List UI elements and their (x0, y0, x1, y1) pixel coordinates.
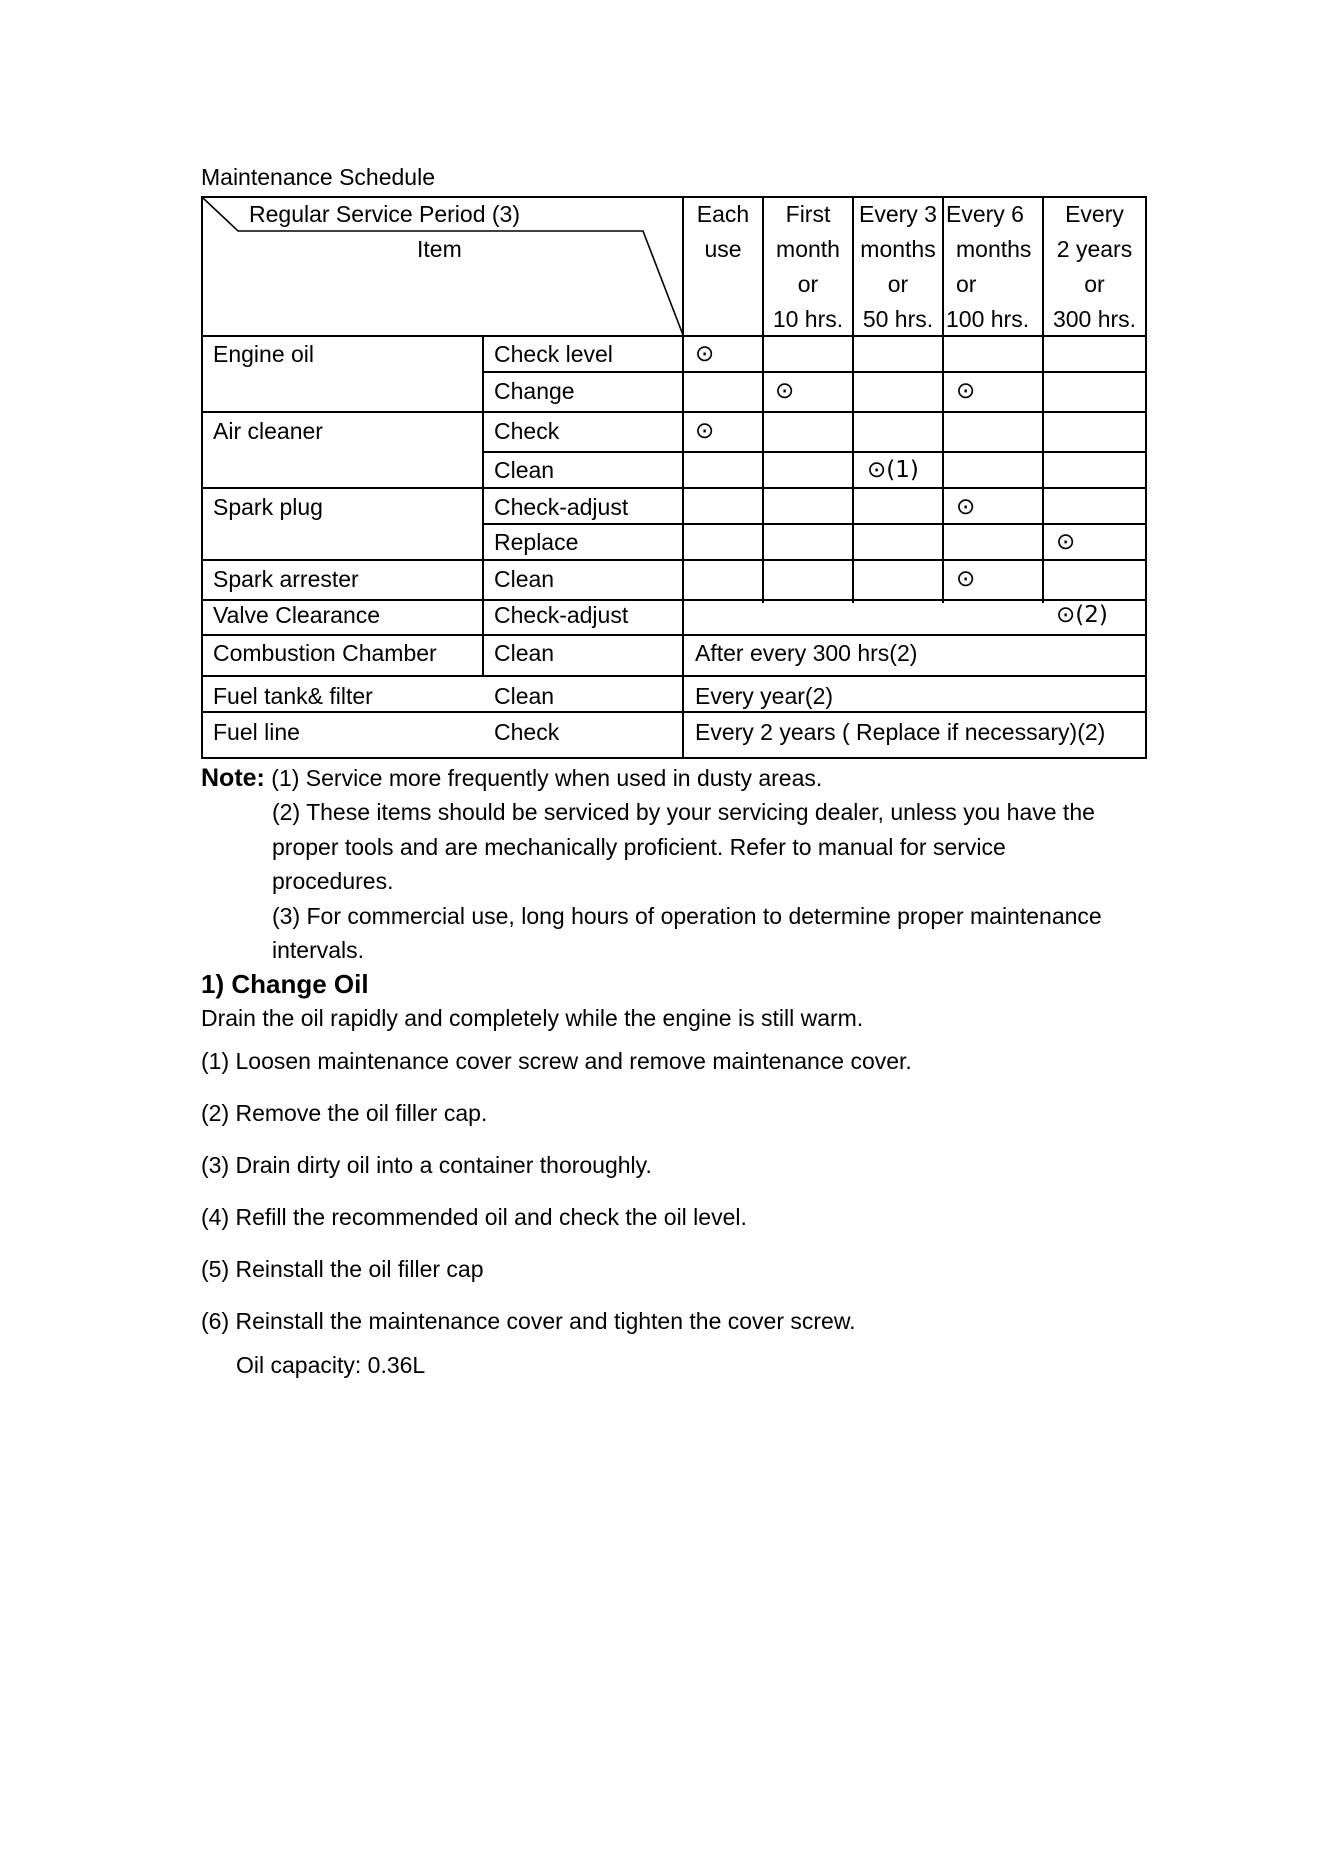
step-2: (2) Remove the oil filler cap. (201, 1100, 488, 1126)
item-fuel-tank-filter: Fuel tank& filter (213, 683, 373, 709)
header-period-label: Regular Service Period (3) (249, 201, 521, 227)
note-label: Note: (201, 764, 265, 792)
span-combustion-chamber: After every 300 hrs(2) (695, 640, 918, 666)
schedule-mark: ⊙ (1056, 529, 1076, 555)
step-3: (3) Drain dirty oil into a container thoroughly. (201, 1152, 652, 1178)
action-cell: Check level (494, 341, 613, 367)
item-spark-plug: Spark plug (213, 494, 323, 520)
row-line (201, 634, 1147, 636)
col-header-every-3-months: Every 3 months or 50 hrs. (859, 201, 937, 332)
note-line-3: proper tools and are mechanically proficient. Refer to manual for service (272, 834, 1006, 860)
item-air-cleaner: Air cleaner (213, 418, 323, 444)
action-cell: Check-adjust (494, 494, 629, 520)
item-valve-clearance: Valve Clearance (213, 602, 381, 628)
row-line (201, 411, 1147, 413)
schedule-mark: ⊙(2) (1056, 602, 1108, 628)
step-6: (6) Reinstall the maintenance cover and tighten the cover screw. (201, 1308, 856, 1334)
maintenance-schedule-table (201, 196, 1147, 759)
action-cell: Clean (494, 457, 555, 483)
schedule-mark: ⊙ (956, 378, 976, 404)
step-5: (5) Reinstall the oil filler cap (201, 1256, 484, 1282)
span-fuel-line: Every 2 years ( Replace if necessary)(2) (695, 719, 1106, 745)
col-header-every-6-months: Every 6 months or 100 hrs. (946, 201, 1032, 332)
row-line (201, 487, 1147, 489)
item-spark-arrester: Spark arrester (213, 566, 359, 592)
row-line (201, 675, 1147, 677)
schedule-mark: ⊙ (956, 494, 976, 520)
col-header-each-use: Each use (696, 201, 750, 262)
row-line (201, 711, 1147, 713)
note-line-5: (3) For commercial use, long hours of operation to determine proper maintenance (272, 903, 1102, 929)
header-item-label: Item (417, 236, 462, 262)
col-header-first-month: First month or 10 hrs. (772, 201, 844, 332)
row-line (201, 559, 1147, 561)
row-line (482, 523, 1147, 525)
row-line (482, 451, 1147, 453)
schedule-mark: ⊙ (775, 378, 795, 404)
action-cell: Change (494, 378, 575, 404)
oil-capacity: Oil capacity: 0.36L (236, 1352, 426, 1378)
page-title: Maintenance Schedule (201, 164, 435, 190)
step-1: (1) Loosen maintenance cover screw and remove maintenance cover. (201, 1048, 912, 1074)
section-heading: 1) Change Oil (201, 969, 369, 999)
row-line (482, 371, 1147, 373)
item-combustion-chamber: Combustion Chamber (213, 640, 437, 666)
action-cell: Check (494, 418, 560, 444)
section-intro: Drain the oil rapidly and completely while the engine is still warm. (201, 1005, 864, 1031)
schedule-mark: ⊙ (956, 566, 976, 592)
col-header-every-2-years: Every 2 years or 300 hrs. (1052, 201, 1137, 332)
note-line-2: (2) These items should be serviced by your servicing dealer, unless you have the (272, 799, 1095, 825)
action-cell: Clean (494, 640, 555, 666)
action-cell: Check-adjust (494, 602, 629, 628)
action-cell: Clean (494, 566, 555, 592)
action-cell: Replace (494, 529, 579, 555)
schedule-mark: ⊙ (695, 341, 715, 367)
action-cell: Check (494, 719, 560, 745)
action-cell: Clean (494, 683, 555, 709)
step-4: (4) Refill the recommended oil and check the oil level. (201, 1204, 747, 1230)
span-fuel-tank: Every year(2) (695, 683, 834, 709)
item-fuel-line: Fuel line (213, 719, 300, 745)
schedule-mark: ⊙ (695, 418, 715, 444)
schedule-mark: ⊙(1) (867, 457, 919, 483)
item-engine-oil: Engine oil (213, 341, 315, 367)
note-line-1: Note: (1) Service more frequently when used in dusty areas. (201, 764, 823, 792)
col-sep-action (482, 335, 484, 677)
note-line-4: procedures. (272, 868, 394, 894)
note-line-6: intervals. (272, 937, 365, 963)
col-sep-3 (942, 196, 944, 603)
table-border-bottom (201, 757, 1147, 759)
